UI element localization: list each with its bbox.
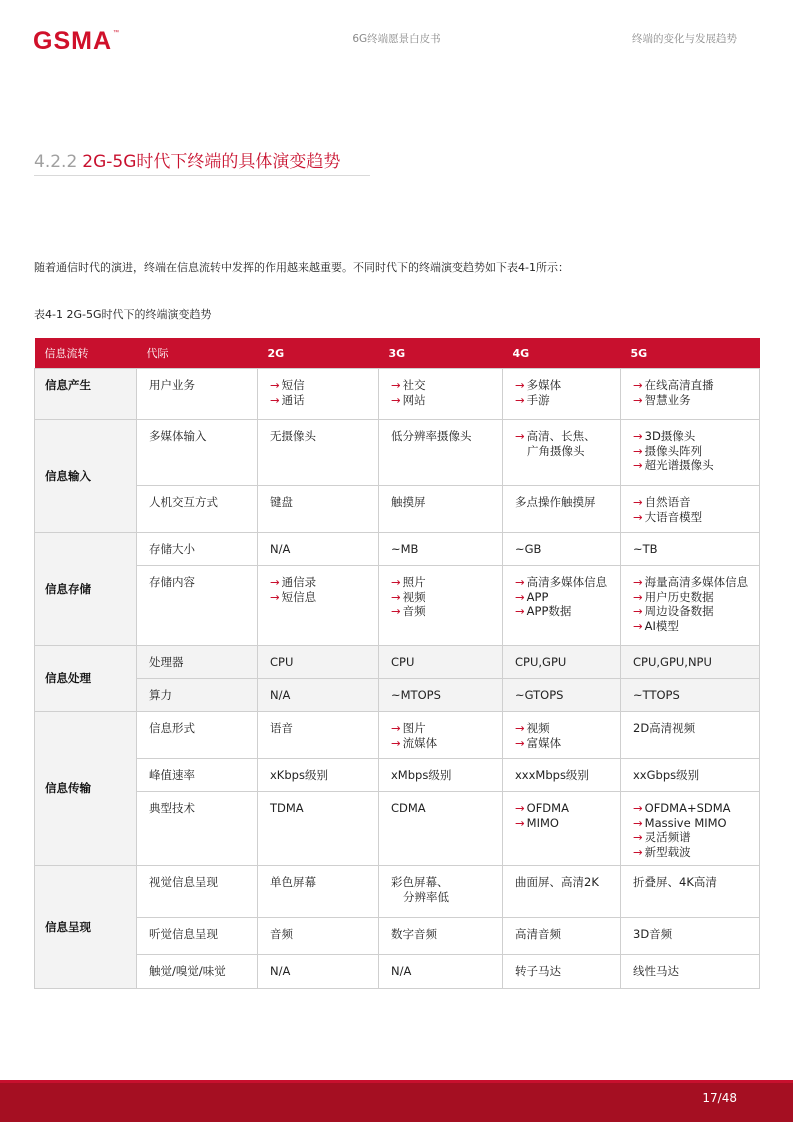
value-line: 2D高清视频	[633, 721, 696, 735]
arrow-icon: →	[391, 721, 401, 735]
row-label-cell: 多媒体输入	[137, 420, 258, 486]
value-cell-g3	[379, 646, 503, 679]
value-line: → 在线高清直播	[633, 378, 714, 392]
table-row	[35, 759, 760, 792]
value-cell-g2	[258, 486, 379, 533]
arrow-icon: →	[515, 429, 525, 443]
value-line: 无摄像头	[270, 429, 316, 443]
category-cell: 信息产生	[35, 369, 137, 420]
value-cell-g2	[258, 369, 379, 420]
intro-paragraph: 随着通信时代的演进，终端在信息流转中发挥的作用越来越重要。不同时代下的终端演变趋势如下表4-1所示：	[34, 261, 569, 274]
section-underline	[34, 175, 370, 176]
row-label-cell: 存储内容	[137, 566, 258, 646]
value-cell-g5	[621, 679, 760, 712]
value-cell-g4	[503, 369, 621, 420]
value-line: → 摄像头阵列	[633, 443, 703, 458]
logo-trademark: ™	[113, 30, 119, 36]
value-cell-g4	[503, 918, 621, 955]
arrow-icon: →	[633, 618, 643, 633]
value-line: N/A	[270, 964, 291, 978]
arrow-icon: →	[633, 378, 643, 392]
value-cell-g3	[379, 792, 503, 866]
page-number: 17/48	[702, 1091, 737, 1105]
table-row	[35, 646, 760, 679]
value-cell-g5	[621, 533, 760, 566]
arrow-icon: →	[633, 509, 643, 524]
value-cell-g5	[621, 486, 760, 533]
value-cell-g5	[621, 566, 760, 646]
value-line: → 多媒体	[515, 378, 562, 392]
value-line: → OFDMA+SDMA	[633, 801, 731, 815]
table-row	[35, 712, 760, 759]
value-line: 3D音频	[633, 927, 673, 941]
value-line: 触摸屏	[391, 495, 426, 509]
arrow-icon: →	[515, 575, 525, 589]
arrow-icon: →	[633, 392, 643, 407]
value-cell-g3	[379, 918, 503, 955]
value-cell-g2	[258, 712, 379, 759]
header-cell: 代际	[137, 338, 258, 369]
value-line: → OFDMA	[515, 801, 569, 815]
category-cell: 信息存储	[35, 533, 137, 646]
value-line: → 通话	[270, 392, 305, 407]
value-line: 多点操作触摸屏	[515, 495, 596, 509]
value-line: → APP	[515, 589, 549, 604]
row-label-cell: 峰值速率	[137, 759, 258, 792]
value-line: → 3D摄像头	[633, 429, 696, 443]
table-row	[35, 566, 760, 646]
value-cell-g3	[379, 420, 503, 486]
value-line: → 图片	[391, 721, 426, 735]
arrow-icon: →	[270, 392, 280, 407]
header-cell: 4G	[503, 338, 621, 369]
value-line: 单色屏幕	[270, 875, 316, 889]
value-line: ~MB	[391, 542, 419, 556]
value-line: xMbps级别	[391, 768, 452, 782]
arrow-icon: →	[391, 378, 401, 392]
value-cell-g4	[503, 486, 621, 533]
value-line: ~MTOPS	[391, 688, 441, 702]
value-line: → 大语音模型	[633, 509, 703, 524]
value-line: → 网站	[391, 392, 426, 407]
value-line: 曲面屏、高清2K	[515, 875, 599, 889]
value-cell-g2	[258, 955, 379, 989]
value-line: 低分辨率摄像头	[391, 429, 472, 443]
arrow-icon: →	[633, 429, 643, 443]
category-cell: 信息输入	[35, 420, 137, 533]
value-cell-g4	[503, 955, 621, 989]
value-line: 语音	[270, 721, 293, 735]
value-line: 键盘	[270, 495, 293, 509]
footer-accent-line	[0, 1080, 793, 1083]
value-line: ~TTOPS	[633, 688, 680, 702]
arrow-icon: →	[633, 815, 643, 830]
table-caption: 表4-1 2G-5G时代下的终端演变趋势	[34, 308, 212, 321]
value-line: → 用户历史数据	[633, 589, 714, 604]
value-line: → 超光谱摄像头	[633, 458, 714, 472]
value-line: ~GB	[515, 542, 542, 556]
value-line: 折叠屏、4K高清	[633, 875, 717, 889]
arrow-icon: →	[515, 378, 525, 392]
category-cell: 信息处理	[35, 646, 137, 712]
arrow-icon: →	[515, 589, 525, 604]
table-row	[35, 369, 760, 420]
value-cell-g4	[503, 712, 621, 759]
arrow-icon: →	[391, 575, 401, 589]
value-line: xKbps级别	[270, 768, 328, 782]
value-line: 音频	[270, 927, 293, 941]
value-line: xxGbps级别	[633, 768, 700, 782]
row-label-cell: 算力	[137, 679, 258, 712]
row-label-cell: 触觉/嗅觉/味觉	[137, 955, 258, 989]
value-cell-g4	[503, 866, 621, 918]
arrow-icon: →	[515, 604, 525, 618]
value-line: → 短信	[270, 378, 305, 392]
value-line: CPU,GPU,NPU	[633, 655, 712, 669]
row-label-cell: 听觉信息呈现	[137, 918, 258, 955]
table-row	[35, 679, 760, 712]
category-cell: 信息传输	[35, 712, 137, 866]
arrow-icon: →	[515, 392, 525, 407]
arrow-icon: →	[270, 575, 280, 589]
value-line: N/A	[391, 964, 412, 978]
value-line: CDMA	[391, 801, 426, 815]
value-cell-g2	[258, 918, 379, 955]
row-label-cell: 用户业务	[137, 369, 258, 420]
section-number: 4.2.2	[34, 152, 78, 172]
evolution-table	[34, 338, 760, 989]
value-cell-g2	[258, 533, 379, 566]
value-line: → 富媒体	[515, 735, 562, 750]
value-line: 广角摄像头	[527, 443, 585, 458]
value-cell-g2	[258, 792, 379, 866]
table-row	[35, 420, 760, 486]
footer-bar	[0, 1080, 793, 1122]
value-line: 高清音频	[515, 927, 561, 941]
value-cell-g2	[258, 866, 379, 918]
value-cell-g3	[379, 369, 503, 420]
value-line: TDMA	[270, 801, 304, 815]
arrow-icon: →	[633, 589, 643, 604]
value-cell-g5	[621, 918, 760, 955]
value-line: → Massive MIMO	[633, 815, 727, 830]
value-cell-g4	[503, 646, 621, 679]
value-line: → MIMO	[515, 815, 559, 830]
value-cell-g5	[621, 369, 760, 420]
arrow-icon: →	[391, 604, 401, 618]
arrow-icon: →	[391, 589, 401, 604]
row-label-cell: 典型技术	[137, 792, 258, 866]
value-cell-g5	[621, 646, 760, 679]
value-line: → 手游	[515, 392, 550, 407]
arrow-icon: →	[633, 458, 643, 472]
value-line: 彩色屏幕、	[391, 875, 449, 889]
value-cell-g3	[379, 955, 503, 989]
arrow-icon: →	[633, 801, 643, 815]
arrow-icon: →	[633, 575, 643, 589]
value-line: → 高清、长焦、	[515, 429, 596, 443]
value-cell-g5	[621, 712, 760, 759]
value-line: → 周边设备数据	[633, 604, 714, 618]
table-row	[35, 866, 760, 918]
header-cell: 3G	[379, 338, 503, 369]
table-row	[35, 533, 760, 566]
value-line: ~GTOPS	[515, 688, 564, 702]
value-cell-g4	[503, 420, 621, 486]
value-cell-g4	[503, 679, 621, 712]
value-cell-g2	[258, 759, 379, 792]
value-line: → 照片	[391, 575, 426, 589]
value-line: xxxMbps级别	[515, 768, 589, 782]
arrow-icon: →	[633, 604, 643, 618]
value-cell-g2	[258, 566, 379, 646]
header-document-title: 6G终端愿景白皮书	[352, 33, 441, 45]
value-cell-g5	[621, 420, 760, 486]
value-line: → 音频	[391, 604, 426, 618]
arrow-icon: →	[515, 721, 525, 735]
value-line: → 短信息	[270, 589, 317, 604]
logo-text: GSMA	[33, 27, 112, 55]
value-line: ~TB	[633, 542, 658, 556]
value-line: → 社交	[391, 378, 426, 392]
value-cell-g2	[258, 420, 379, 486]
arrow-icon: →	[515, 801, 525, 815]
row-label-cell: 处理器	[137, 646, 258, 679]
arrow-icon: →	[270, 589, 280, 604]
table-row	[35, 955, 760, 989]
value-line: 线性马达	[633, 964, 679, 978]
value-cell-g2	[258, 646, 379, 679]
value-line: → 智慧业务	[633, 392, 691, 407]
header-cell: 2G	[258, 338, 379, 369]
value-line: N/A	[270, 688, 291, 702]
value-cell-g5	[621, 759, 760, 792]
table-row	[35, 486, 760, 533]
value-line: → 流媒体	[391, 735, 438, 750]
value-cell-g4	[503, 759, 621, 792]
row-label-cell: 存储大小	[137, 533, 258, 566]
value-cell-g4	[503, 792, 621, 866]
arrow-icon: →	[515, 815, 525, 830]
table-row	[35, 918, 760, 955]
arrow-icon: →	[270, 378, 280, 392]
value-line: 转子马达	[515, 964, 561, 978]
row-label-cell: 信息形式	[137, 712, 258, 759]
value-cell-g4	[503, 533, 621, 566]
value-cell-g3	[379, 679, 503, 712]
row-label-cell: 视觉信息呈现	[137, 866, 258, 918]
arrow-icon: →	[633, 443, 643, 458]
section-heading	[34, 147, 340, 172]
value-line: 数字音频	[391, 927, 437, 941]
value-line: → 视频	[391, 589, 426, 604]
value-cell-g5	[621, 866, 760, 918]
value-line: → 自然语音	[633, 495, 691, 509]
arrow-icon: →	[633, 495, 643, 509]
category-cell: 信息呈现	[35, 866, 137, 989]
value-cell-g5	[621, 955, 760, 989]
table-row	[35, 792, 760, 866]
value-line: → 高清多媒体信息	[515, 575, 608, 589]
value-line: → 灵活频谱	[633, 830, 691, 844]
table-header-row	[35, 338, 760, 369]
arrow-icon: →	[391, 735, 401, 750]
arrow-icon: →	[633, 830, 643, 844]
value-line: N/A	[270, 542, 291, 556]
value-line: → 海量高清多媒体信息	[633, 575, 749, 589]
header-cell: 信息流转	[35, 338, 137, 369]
value-cell-g3	[379, 486, 503, 533]
value-cell-g4	[503, 566, 621, 646]
section-title-text: 2G-5G时代下终端的具体演变趋势	[82, 152, 341, 172]
value-line: → 通信录	[270, 575, 317, 589]
header-cell: 5G	[621, 338, 760, 369]
value-cell-g3	[379, 866, 503, 918]
value-line: → 视频	[515, 721, 550, 735]
header-chapter-title: 终端的变化与发展趋势	[632, 33, 737, 45]
value-line: → APP数据	[515, 604, 572, 618]
value-cell-g3	[379, 533, 503, 566]
value-cell-g3	[379, 566, 503, 646]
value-line: → AI模型	[633, 618, 679, 633]
arrow-icon: →	[515, 735, 525, 750]
value-line: 分辨率低	[403, 889, 449, 904]
value-cell-g5	[621, 792, 760, 866]
value-line: CPU	[270, 655, 294, 669]
value-line: → 新型载波	[633, 844, 691, 859]
value-cell-g3	[379, 712, 503, 759]
value-cell-g3	[379, 759, 503, 792]
row-label-cell: 人机交互方式	[137, 486, 258, 533]
arrow-icon: →	[391, 392, 401, 407]
arrow-icon: →	[633, 844, 643, 859]
value-cell-g2	[258, 679, 379, 712]
value-line: CPU	[391, 655, 415, 669]
value-line: CPU,GPU	[515, 655, 567, 669]
